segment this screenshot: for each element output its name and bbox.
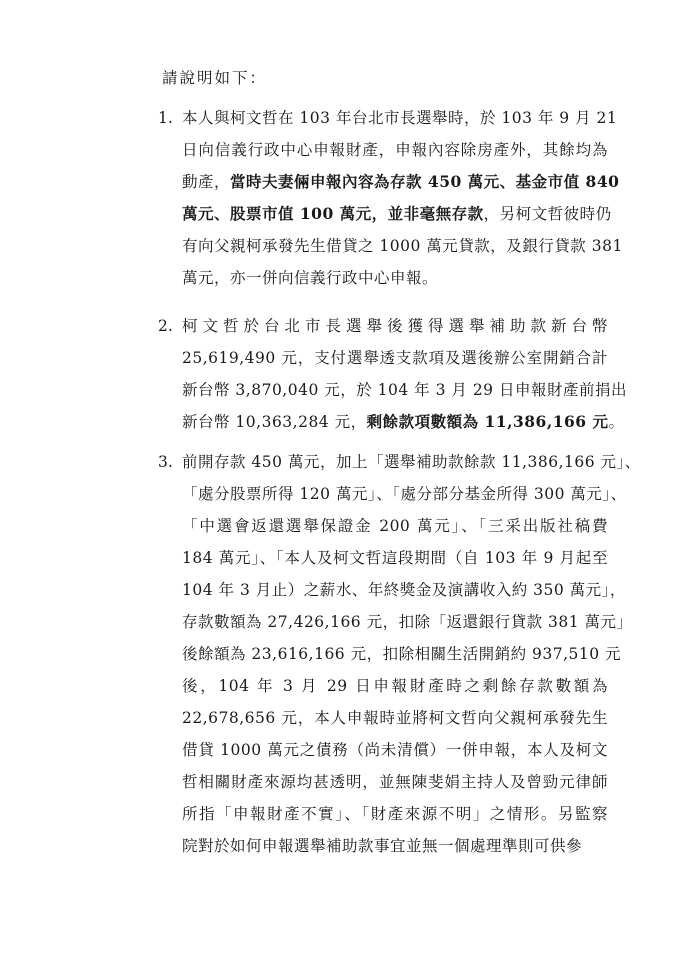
text-run: 。 <box>608 413 625 431</box>
text-line <box>182 670 608 702</box>
text-line <box>182 542 608 574</box>
numbered-item-1 <box>158 102 623 294</box>
item-number: 3. <box>158 453 173 471</box>
text-run: 本人與柯文哲在 103 年台北市長選舉時，於 103 年 9 月 21 <box>182 109 618 127</box>
text-run: 哲相關財產來源均甚透明，並無陳斐娟主持人及曾勁元律師 <box>182 773 608 791</box>
text-line <box>182 134 608 166</box>
text-run: 所指「申報財產不實」、「財產來源不明」之情形。另監察 <box>182 805 608 823</box>
text-run: 25,619,490 元，支付選舉透支款項及選後辦公室開銷合計 <box>182 349 608 367</box>
text-line <box>182 374 627 406</box>
text-run: 柯文哲於台北市長選舉後獲得選舉補助款新台幣 <box>182 317 608 335</box>
text-line <box>182 310 608 342</box>
text-run: 「中選會返還選舉保證金 200 萬元」、「三采出版社稿費 <box>182 517 608 535</box>
text-run: 動產， <box>182 173 231 191</box>
text-run: 借貸 1000 萬元之債務（尚未清償）一併申報，本人及柯文 <box>182 741 608 759</box>
item-number: 2. <box>158 317 173 335</box>
text-run: 「處分股票所得 120 萬元」、「處分部分基金所得 300 萬元」、 <box>182 485 627 503</box>
text-line <box>182 702 608 734</box>
text-run: 前開存款 450 萬元，加上「選舉補助款餘款 11,386,166 元」、 <box>182 453 641 471</box>
numbered-item-2 <box>158 310 627 438</box>
text-line <box>182 166 620 198</box>
intro-heading: 請說明如下： <box>162 69 268 87</box>
text-run: ，另柯文哲彼時仍 <box>483 205 612 223</box>
text-line <box>182 446 641 478</box>
bold-text-run: 當時夫妻倆申報內容為存款 450 萬元、基金市值 840 <box>230 172 620 191</box>
text-run: 184 萬元」、「本人及柯文哲這段期間（自 103 年 9 月起至 <box>182 549 608 567</box>
text-line <box>182 606 633 638</box>
text-run: 存款數額為 27,426,166 元，扣除「返還銀行貸款 381 萬元」 <box>182 613 633 631</box>
text-run: 有向父親柯承發先生借貸之 1000 萬元貸款，及銀行貸款 381 <box>182 237 623 255</box>
text-line <box>182 574 626 606</box>
numbered-item-3 <box>158 446 641 862</box>
item-number: 1. <box>158 109 173 127</box>
text-line <box>182 102 618 134</box>
text-line <box>182 510 608 542</box>
text-line <box>182 262 608 294</box>
text-run: 後餘額為 23,616,166 元，扣除相關生活開銷約 937,510 元 <box>182 645 622 663</box>
item-body <box>182 446 641 862</box>
text-line <box>182 766 608 798</box>
text-line <box>182 830 608 862</box>
text-run: 新台幣 10,363,284 元， <box>182 413 367 431</box>
text-line <box>182 342 608 374</box>
text-run: 新台幣 3,870,040 元，於 104 年 3 月 29 日申報財產前捐出 <box>182 381 627 399</box>
item-body <box>182 310 627 438</box>
text-line <box>182 478 627 510</box>
text-line <box>182 798 608 830</box>
text-line <box>182 734 608 766</box>
text-line <box>182 230 623 262</box>
bold-text-run: 剩餘款項數額為 11,386,166 元 <box>366 412 609 431</box>
text-line <box>182 198 612 230</box>
text-run: 日向信義行政中心申報財產，申報內容除房產外，其餘均為 <box>182 141 608 159</box>
text-line <box>182 406 625 438</box>
bold-text-run: 萬元、股票市值 100 萬元，並非毫無存款 <box>182 204 484 223</box>
text-run: 104 年 3 月止）之薪水、年終獎金及演講收入約 350 萬元」， <box>182 581 626 599</box>
text-line <box>182 638 622 670</box>
text-run: 萬元，亦一併向信義行政中心申報。 <box>182 269 439 287</box>
text-run: 後，104 年 3 月 29 日申報財產時之剩餘存款數額為 <box>182 677 608 695</box>
item-body <box>182 102 623 294</box>
text-run: 22,678,656 元，本人申報時並將柯文哲向父親柯承發先生 <box>182 709 608 727</box>
text-run: 院對於如何申報選舉補助款事宜並無一個處理準則可供參 <box>182 837 583 855</box>
